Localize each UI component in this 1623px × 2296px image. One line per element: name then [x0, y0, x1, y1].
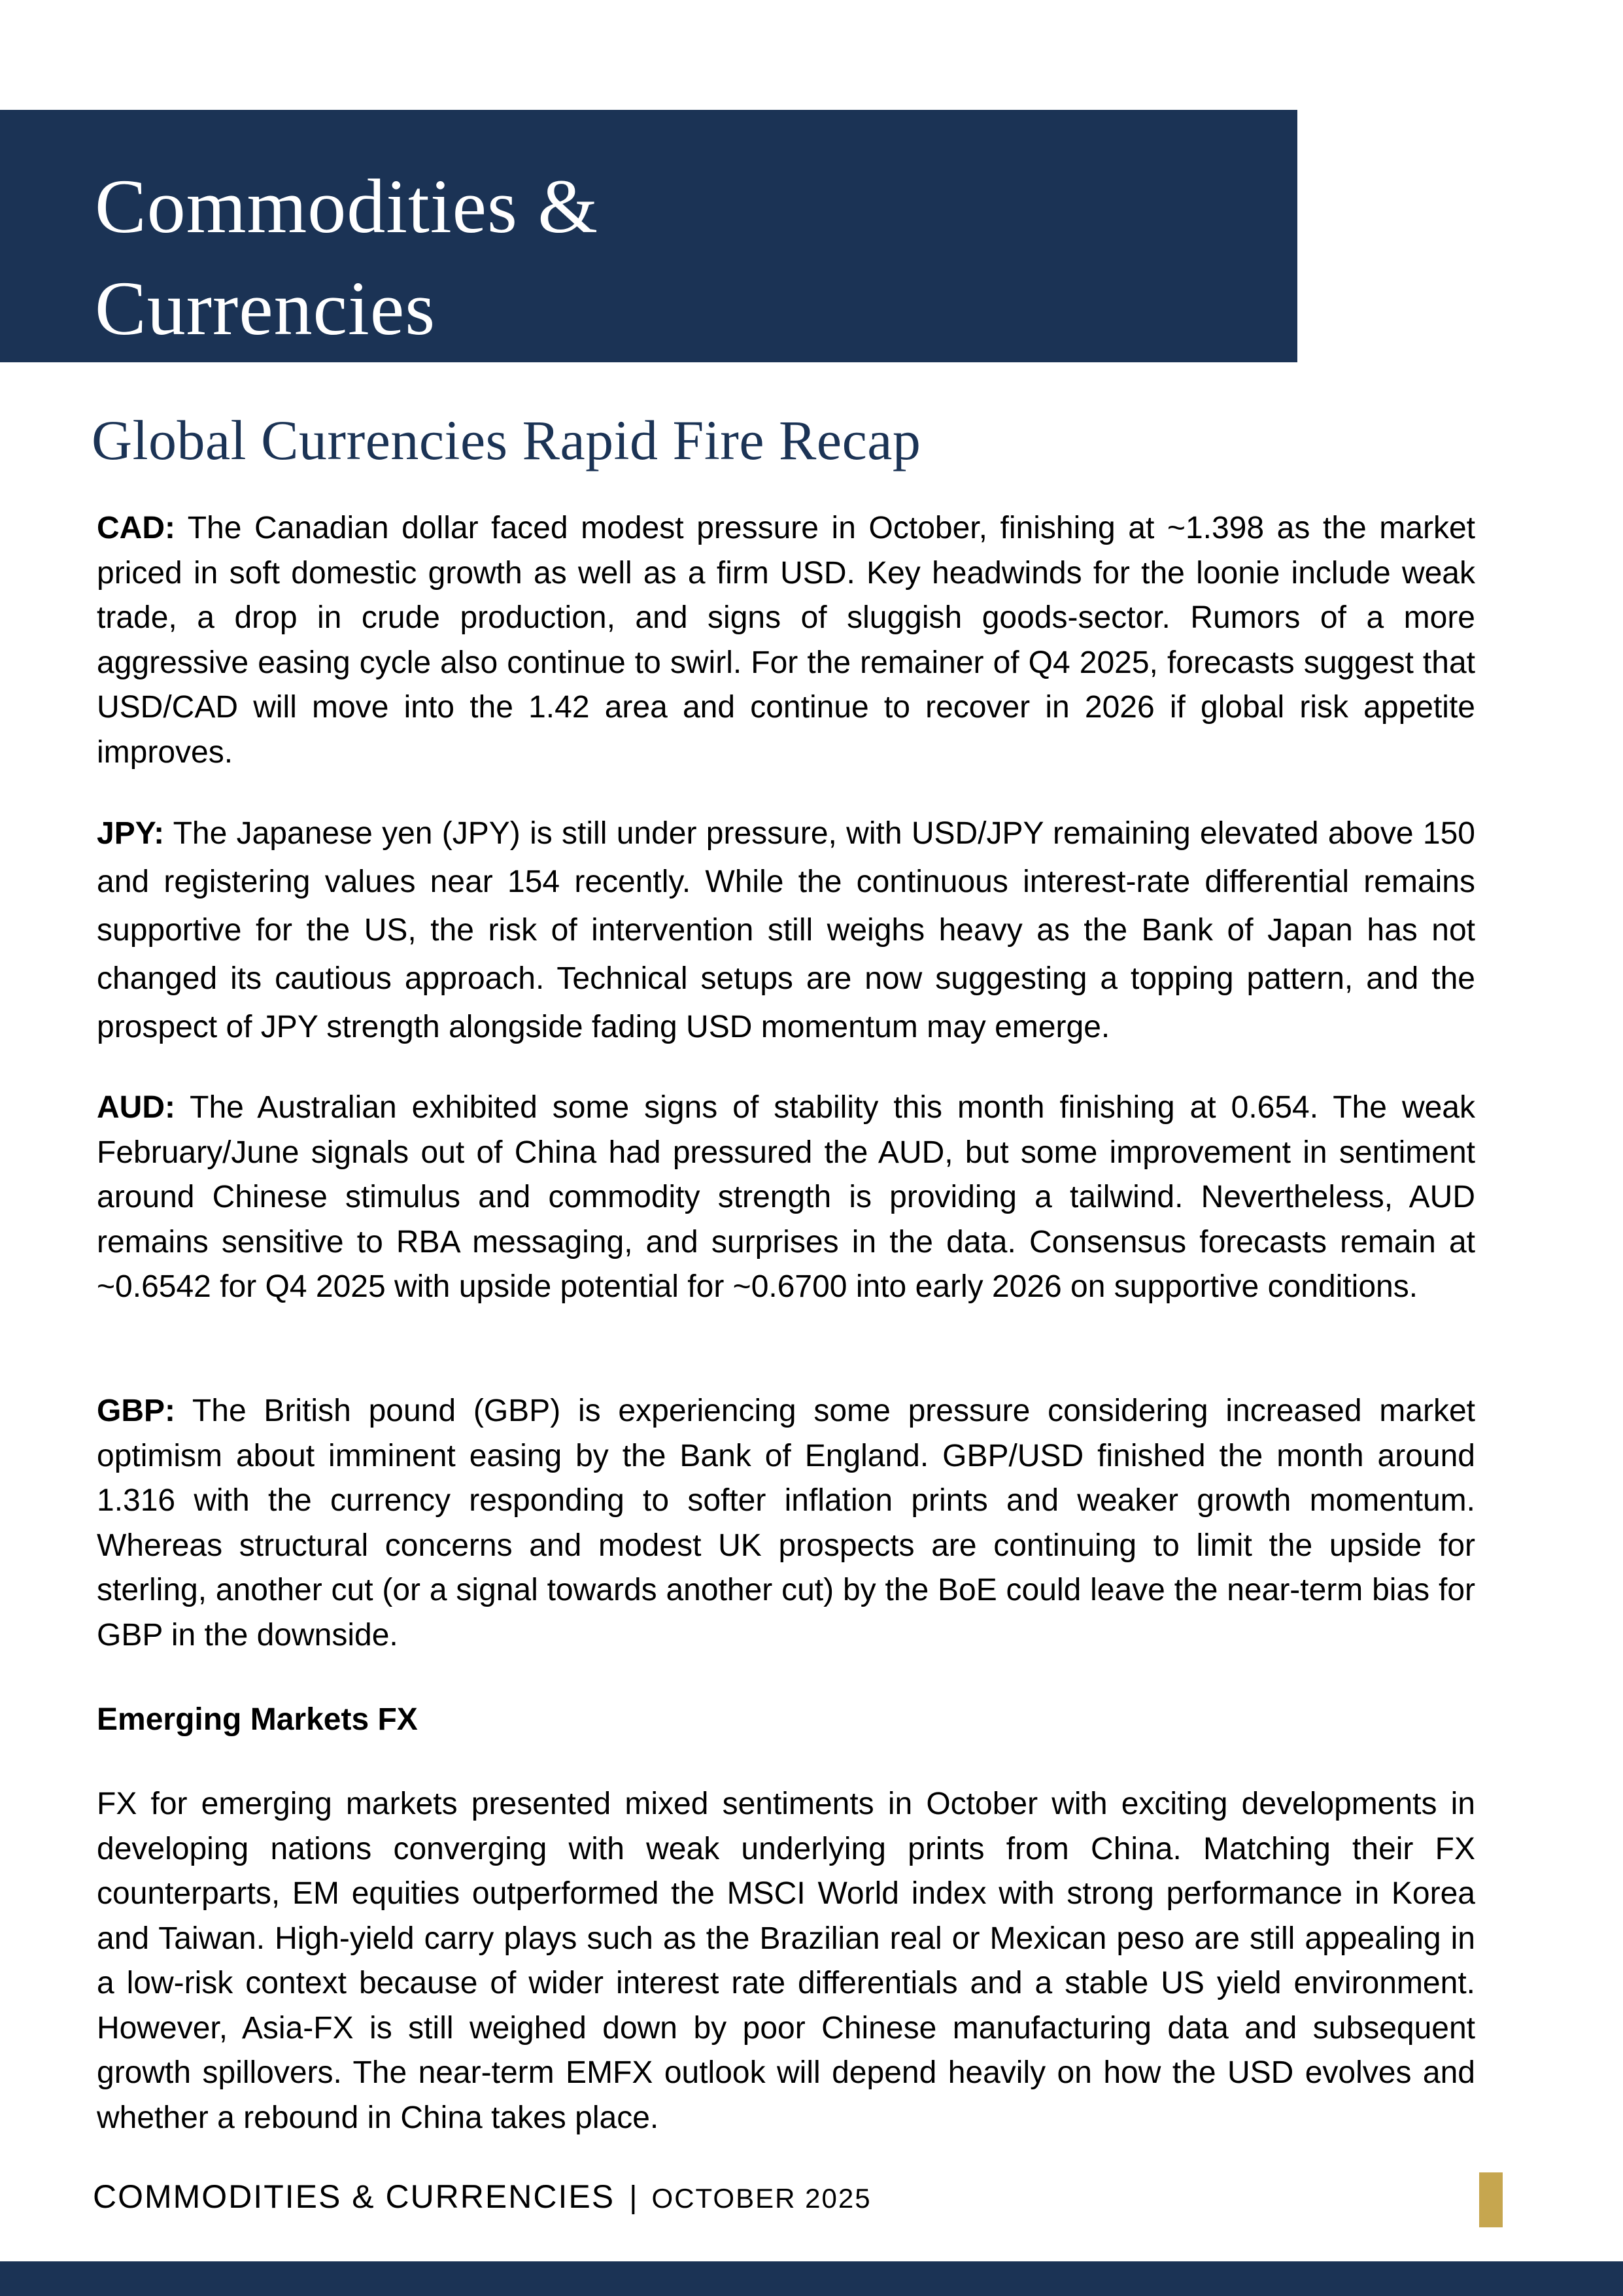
- emerging-markets-paragraph: FX for emerging markets presented mixed sentiments in October with exciting developments in developing nations converging with weak underlying prints from China. Matching their FX counterparts, EM equities outperformed the MSCI World index with strong performance in Korea and Taiwan. High-yield carry plays such as the Brazilian real or Mexican peso are still appealing in a low-risk context because of wider interest rate differentials and a stable US yield environment. However, Asia-FX is still weighed down by poor Chinese manufacturing data and subsequent growth spillovers. The near-term EMFX outlook will depend heavily on how the USD evolves and whether a rebound in China takes place.: [97, 1787, 1475, 2135]
- emerging-markets-heading: Emerging Markets FX: [97, 1702, 418, 1737]
- gbp-paragraph: [97, 1389, 1475, 1658]
- page-marker: [1479, 2172, 1503, 2227]
- section-title: Global Currencies Rapid Fire Recap: [92, 409, 921, 471]
- cad-paragraph: [97, 506, 1475, 775]
- aud-paragraph: [97, 1086, 1475, 1310]
- gbp-text: The British pound (GBP) is experiencing some pressure considering increased market optimism about imminent easing by the Bank of England. GBP/USD finished the month around 1.316 with the currency responding to softer inflation prints and weaker growth momentum. Whereas structural concerns and modest UK prospects are continuing to limit the upside for sterling, another cut (or a signal towards another cut) by the BoE could leave the near-term bias for GBP in the downside.: [97, 1394, 1475, 1653]
- jpy-paragraph: [97, 810, 1475, 1052]
- footer: [93, 2178, 872, 2216]
- footer-title: COMMODITIES & CURRENCIES: [93, 2178, 615, 2215]
- jpy-text: The Japanese yen (JPY) is still under pressure, with USD/JPY remaining elevated above 150 and registering values near 154 recently. While the continuous interest-rate differential remains supportive for the US, the risk of intervention still weighs heavy as the Bank of Japan has not changed its cautious approach. Technical setups are now suggesting a topping pattern, and the prospect of JPY strength alongside fading USD momentum may emerge.: [97, 816, 1475, 1044]
- bottom-banner: [0, 2261, 1623, 2296]
- page-title-line2: Currencies: [95, 266, 436, 351]
- cad-label: CAD:: [97, 511, 175, 545]
- cad-text: The Canadian dollar faced modest pressure in October, finishing at ~1.398 as the market priced in soft domestic growth as well as a firm USD. Key headwinds for the loonie include weak trade, a drop in crude production, and signs of sluggish goods-sector. Rumors of a more aggressive easing cycle also continue to swirl. For the remainer of Q4 2025, forecasts suggest that USD/CAD will move into the 1.42 area and continue to recover in 2026 if global risk appetite improves.: [97, 511, 1475, 770]
- footer-date: OCTOBER 2025: [651, 2183, 872, 2214]
- page-title: [95, 156, 1206, 360]
- aud-label: AUD:: [97, 1090, 175, 1125]
- aud-text: The Australian exhibited some signs of stability this month finishing at 0.654. The weak February/June signals out of China had pressured the AUD, but some improvement in sentiment around Chinese stimulus and commodity strength is providing a tailwind. Nevertheless, AUD remains sensitive to RBA messaging, and surprises in the data. Consensus forecasts remain at ~0.6542 for Q4 2025 with upside potential for ~0.6700 into early 2026 on supportive conditions.: [97, 1090, 1475, 1304]
- jpy-label: JPY:: [97, 816, 165, 851]
- gbp-label: GBP:: [97, 1394, 175, 1428]
- page-title-line1: Commodities &: [95, 163, 599, 249]
- footer-separator: |: [629, 2180, 638, 2215]
